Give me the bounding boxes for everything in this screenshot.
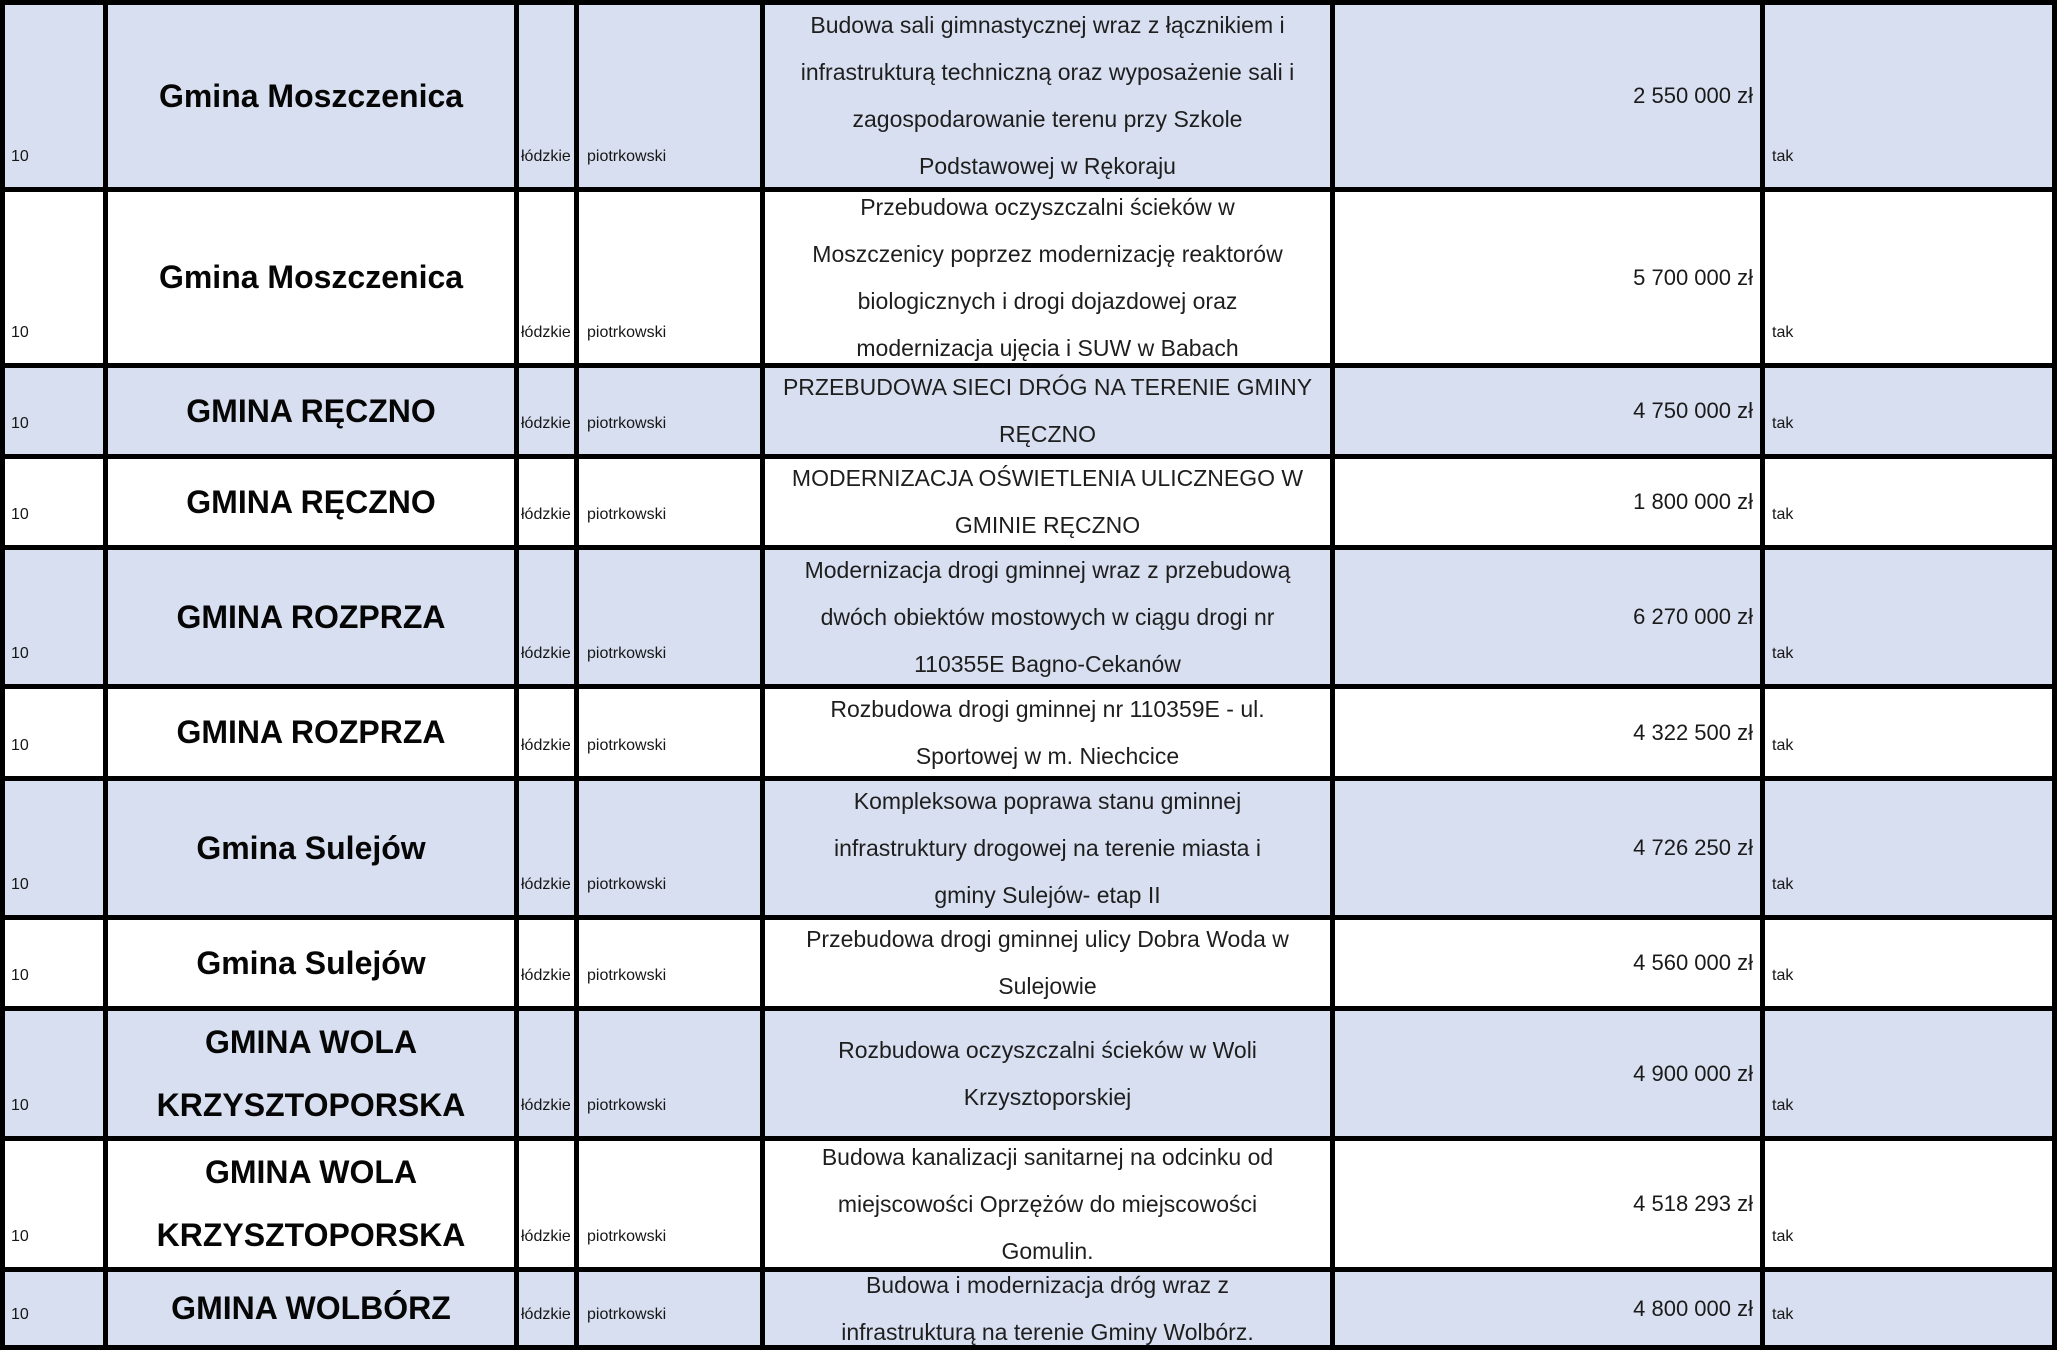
county-cell xyxy=(579,5,760,187)
county-label: piotrkowski xyxy=(587,645,667,662)
municipality-name-line: Gmina Moszczenica xyxy=(158,77,464,114)
amount-cell xyxy=(1335,1141,1760,1267)
municipality-cell xyxy=(108,1141,514,1267)
voivodeship-cell xyxy=(519,689,574,776)
row-number-cell xyxy=(5,5,103,187)
amount-value: 4 518 293 zł xyxy=(1633,1191,1753,1216)
amount-cell xyxy=(1335,192,1760,363)
amount-value: 1 800 000 zł xyxy=(1633,489,1753,514)
municipality-name-line: GMINA WOLBÓRZ xyxy=(171,1290,451,1326)
amount-value: 5 700 000 zł xyxy=(1633,264,1753,290)
voivodeship-cell xyxy=(519,1011,574,1136)
county-cell xyxy=(579,368,760,454)
project-description-line: RĘCZNO xyxy=(998,421,1097,447)
amount-cell xyxy=(1335,689,1760,776)
project-description-cell xyxy=(765,1272,1330,1345)
county-label: piotrkowski xyxy=(587,1306,667,1323)
county-label: piotrkowski xyxy=(587,967,667,984)
municipality-name-line: GMINA WOLA xyxy=(204,1023,418,1060)
county-label: piotrkowski xyxy=(587,737,667,754)
approval-value: tak xyxy=(1772,645,1794,662)
municipality-cell xyxy=(108,368,514,454)
municipality-cell xyxy=(108,920,514,1006)
project-description-line: miejscowości Oprzężów do miejscowości xyxy=(837,1190,1258,1217)
approval-cell xyxy=(1765,1272,2052,1345)
project-description-line: Modernizacja drogi gminnej wraz z przebudową xyxy=(804,556,1291,583)
row-number-cell xyxy=(5,781,103,915)
approval-cell xyxy=(1765,192,2052,363)
row-number-cell xyxy=(5,920,103,1006)
county-cell xyxy=(579,459,760,545)
amount-cell xyxy=(1335,368,1760,454)
voivodeship-cell xyxy=(519,1141,574,1267)
amount-value: 4 800 000 zł xyxy=(1633,1295,1753,1321)
amount-value: 6 270 000 zł xyxy=(1633,604,1753,629)
project-description-line: Kompleksowa poprawa stanu gminnej xyxy=(853,787,1242,814)
project-description-line: modernizacja ujęcia i SUW w Babach xyxy=(856,334,1239,361)
municipality-name-line: GMINA ROZPRZA xyxy=(176,714,446,750)
project-description-line: dwóch obiektów mostowych w ciągu drogi nr xyxy=(820,603,1275,630)
amount-cell xyxy=(1335,550,1760,684)
approval-cell xyxy=(1765,1011,2052,1136)
row-number-cell xyxy=(5,550,103,684)
voivodeship-label: łódzkie xyxy=(521,1228,571,1245)
municipality-cell xyxy=(108,1011,514,1136)
municipality-cell xyxy=(108,781,514,915)
municipality-name-line: GMINA RĘCZNO xyxy=(186,392,436,429)
project-description-line: PRZEBUDOWA SIECI DRÓG NA TERENIE GMINY xyxy=(782,374,1313,400)
project-description-line: Przebudowa oczyszczalni ścieków w xyxy=(860,193,1235,220)
voivodeship-label: łódzkie xyxy=(521,324,571,341)
row-number-cell xyxy=(5,192,103,363)
amount-cell xyxy=(1335,5,1760,187)
county-cell xyxy=(579,781,760,915)
row-number: 10 xyxy=(11,506,29,523)
voivodeship-cell xyxy=(519,5,574,187)
voivodeship-label: łódzkie xyxy=(521,645,571,662)
county-label: piotrkowski xyxy=(587,876,667,893)
county-label: piotrkowski xyxy=(587,1097,667,1114)
voivodeship-label: łódzkie xyxy=(521,1097,571,1114)
project-description-cell xyxy=(765,1011,1330,1136)
project-description-cell xyxy=(765,1141,1330,1267)
project-description-line: Rozbudowa oczyszczalni ścieków w Woli xyxy=(838,1036,1257,1063)
row-number: 10 xyxy=(11,876,29,893)
county-label: piotrkowski xyxy=(587,324,667,341)
project-description-line: Podstawowej w Rękoraju xyxy=(919,153,1176,179)
approval-value: tak xyxy=(1772,415,1794,432)
row-number-cell xyxy=(5,1272,103,1345)
municipality-name-line: Gmina Sulejów xyxy=(196,829,426,866)
row-number: 10 xyxy=(11,148,29,165)
row-number: 10 xyxy=(11,324,29,341)
amount-value: 4 726 250 zł xyxy=(1633,835,1753,860)
municipality-cell xyxy=(108,1272,514,1345)
municipality-cell xyxy=(108,550,514,684)
project-description-line: Rozbudowa drogi gminnej nr 110359E - ul. xyxy=(830,695,1265,722)
amount-value: 4 750 000 zł xyxy=(1633,398,1753,423)
approval-cell xyxy=(1765,5,2052,187)
amount-value: 2 550 000 zł xyxy=(1633,83,1753,108)
amount-cell xyxy=(1335,1272,1760,1345)
project-description-cell xyxy=(765,920,1330,1006)
approval-value: tak xyxy=(1772,1228,1794,1245)
row-number: 10 xyxy=(11,415,29,432)
county-label: piotrkowski xyxy=(587,415,667,432)
county-label: piotrkowski xyxy=(587,148,667,165)
project-description-line: Sulejowie xyxy=(998,973,1097,999)
approval-cell xyxy=(1765,920,2052,1006)
voivodeship-label: łódzkie xyxy=(521,1306,571,1323)
county-cell xyxy=(579,1272,760,1345)
voivodeship-label: łódzkie xyxy=(521,876,571,893)
row-number: 10 xyxy=(11,645,29,662)
amount-value: 4 322 500 zł xyxy=(1633,719,1753,745)
approval-value: tak xyxy=(1772,1097,1794,1114)
approval-cell xyxy=(1765,550,2052,684)
project-description-cell xyxy=(765,459,1330,545)
approval-value: tak xyxy=(1772,876,1794,893)
voivodeship-cell xyxy=(519,550,574,684)
municipality-name-line: KRZYSZTOPORSKA xyxy=(156,1086,466,1123)
county-cell xyxy=(579,550,760,684)
county-cell xyxy=(579,1011,760,1136)
county-cell xyxy=(579,192,760,363)
project-description-line: 110355E Bagno-Cekanów xyxy=(914,650,1181,677)
approval-cell xyxy=(1765,689,2052,776)
amount-value: 4 560 000 zł xyxy=(1633,950,1753,975)
approval-value: tak xyxy=(1772,324,1794,341)
amount-value: 4 900 000 zł xyxy=(1633,1060,1753,1086)
county-cell xyxy=(579,1141,760,1267)
municipality-cell xyxy=(108,5,514,187)
project-description-line: infrastrukturą na terenie Gminy Wolbórz. xyxy=(841,1318,1254,1345)
project-description-line: Przebudowa drogi gminnej ulicy Dobra Woda w xyxy=(806,926,1289,952)
voivodeship-label: łódzkie xyxy=(521,506,571,523)
row-number-cell xyxy=(5,459,103,545)
row-number-cell xyxy=(5,1141,103,1267)
voivodeship-cell xyxy=(519,459,574,545)
project-description-line: Budowa sali gimnastycznej wraz z łącznikiem i xyxy=(810,12,1285,38)
project-description-cell xyxy=(765,368,1330,454)
municipality-name-line: Gmina Moszczenica xyxy=(158,259,464,295)
approval-value: tak xyxy=(1772,1306,1794,1323)
project-description-line: infrastruktury drogowej na terenie miasta i xyxy=(834,834,1261,861)
project-description-line: Budowa kanalizacji sanitarnej na odcinku od xyxy=(821,1143,1274,1170)
voivodeship-cell xyxy=(519,368,574,454)
municipality-name-line: GMINA RĘCZNO xyxy=(186,483,436,520)
municipality-name-line: GMINA ROZPRZA xyxy=(176,598,446,635)
municipality-name-line: KRZYSZTOPORSKA xyxy=(156,1217,466,1253)
voivodeship-cell xyxy=(519,920,574,1006)
row-number-cell xyxy=(5,368,103,454)
row-number-cell xyxy=(5,1011,103,1136)
county-label: piotrkowski xyxy=(587,506,667,523)
project-description-line: Krzysztoporskiej xyxy=(963,1083,1132,1110)
county-cell xyxy=(579,689,760,776)
project-description-line: MODERNIZACJA OŚWIETLENIA ULICZNEGO W xyxy=(791,465,1304,491)
row-number: 10 xyxy=(11,967,29,984)
approval-value: tak xyxy=(1772,967,1794,984)
project-description-cell xyxy=(765,689,1330,776)
approval-value: tak xyxy=(1772,148,1794,165)
project-description-line: Budowa i modernizacja dróg wraz z xyxy=(865,1272,1230,1298)
project-description-cell xyxy=(765,550,1330,684)
project-description-cell xyxy=(765,192,1330,363)
project-description-cell xyxy=(765,781,1330,915)
amount-cell xyxy=(1335,1011,1760,1136)
voivodeship-cell xyxy=(519,1272,574,1345)
voivodeship-cell xyxy=(519,192,574,363)
approval-value: tak xyxy=(1772,506,1794,523)
voivodeship-label: łódzkie xyxy=(521,967,571,984)
project-description-line: infrastrukturą techniczną oraz wyposażenie sali i xyxy=(800,59,1295,85)
row-number: 10 xyxy=(11,1097,29,1114)
municipality-cell xyxy=(108,192,514,363)
row-number: 10 xyxy=(11,737,29,754)
approval-cell xyxy=(1765,368,2052,454)
amount-cell xyxy=(1335,920,1760,1006)
approval-cell xyxy=(1765,459,2052,545)
project-description-line: zagospodarowanie terenu przy Szkole xyxy=(852,106,1243,132)
voivodeship-cell xyxy=(519,781,574,915)
municipality-name-line: GMINA WOLA xyxy=(204,1154,418,1190)
row-number: 10 xyxy=(11,1228,29,1245)
amount-cell xyxy=(1335,781,1760,915)
county-cell xyxy=(579,920,760,1006)
row-number: 10 xyxy=(11,1306,29,1323)
project-description-line: Gomulin. xyxy=(1001,1237,1094,1264)
project-description-line: Sportowej w m. Niechcice xyxy=(915,742,1180,769)
project-description-line: gminy Sulejów- etap II xyxy=(934,881,1161,908)
voivodeship-label: łódzkie xyxy=(521,148,571,165)
project-description-line: biologicznych i drogi dojazdowej oraz xyxy=(857,287,1238,314)
row-number-cell xyxy=(5,689,103,776)
amount-cell xyxy=(1335,459,1760,545)
voivodeship-label: łódzkie xyxy=(521,415,571,432)
project-description-cell xyxy=(765,5,1330,187)
project-description-line: GMINIE RĘCZNO xyxy=(954,512,1141,538)
approval-cell xyxy=(1765,1141,2052,1267)
municipality-cell xyxy=(108,459,514,545)
county-label: piotrkowski xyxy=(587,1228,667,1245)
voivodeship-label: łódzkie xyxy=(521,737,571,754)
approval-value: tak xyxy=(1772,737,1794,754)
municipality-name-line: Gmina Sulejów xyxy=(196,944,426,981)
approval-cell xyxy=(1765,781,2052,915)
project-description-line: Moszczenicy poprzez modernizację reaktorów xyxy=(812,240,1283,267)
municipality-cell xyxy=(108,689,514,776)
